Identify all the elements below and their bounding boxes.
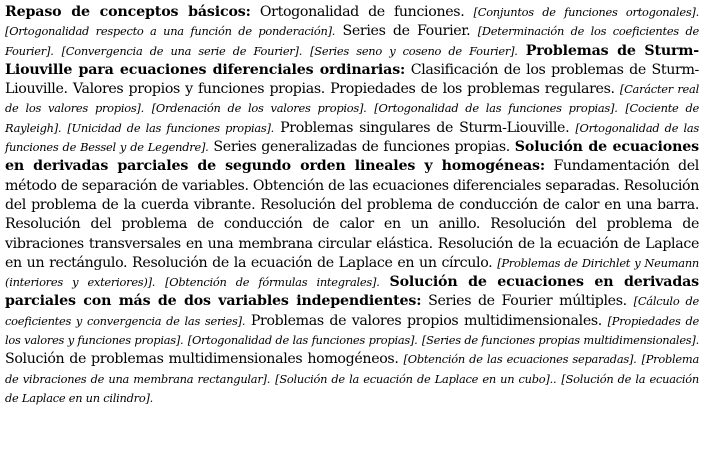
subtopic-note: [Carácter real de los valores propios]. [5, 82, 699, 116]
subtopic-note: [Ortogonalidad de las funciones de Bessel y de Legendre]. [5, 120, 699, 155]
subtopic-note: [Ortogonalidad de las funciones propias]. [187, 333, 418, 348]
body-text: Series de Fourier. [342, 23, 471, 40]
section-heading: Problemas de Sturm-Liouville para ecuaciones diferenciales ordinarias: [5, 42, 699, 78]
body-text: Fundamentación del método de separación de variables. Obtención de las ecuaciones diferenciales separadas. Resolución del problema de la cuerda vibrante. Resolución del problema de conducción de calor en una barra. Resolución del problema de conducción de calor en un anillo. Resolución del problema de vibraciones transversales en una membrana circular elástica. Resolución de la ecuación de Laplace en un rectángulo. Resolución de la ecuación de Laplace en un círculo. [5, 158, 699, 271]
subtopic-note: [Ortogonalidad de las funciones propias]. [374, 101, 618, 116]
subtopic-note: [Cociente de Rayleigh]. [5, 101, 699, 135]
subtopic-note: [Ordenación de los valores propios]. [151, 101, 367, 116]
subtopic-note: [Conjuntos de funciones ortogonales]. [473, 5, 699, 19]
subtopic-note: [Ortogonalidad respecto a una función de ponderación]. [5, 24, 336, 39]
subtopic-note: [Unicidad de las funciones propias]. [67, 120, 275, 135]
subtopic-note: [Cálculo de coeficientes y convergencia de las series]. [5, 294, 699, 328]
subtopic-note: [Solución de la ecuación de Laplace en un cubo].. [275, 371, 557, 386]
subtopic-note: [Determinación de los coeficientes de Fourier]. [5, 24, 699, 58]
body-text: Problemas de valores propios multidimensionales. [250, 312, 602, 329]
section-heading: Solución de ecuaciones en derivadas parciales de segundo orden lineales y homogéneas: [5, 139, 699, 175]
subtopic-note: [Obtención de las ecuaciones separadas]. [403, 352, 637, 367]
body-text: Ortogonalidad de funciones. [259, 4, 465, 20]
subtopic-note: [Series de funciones propias multidimensionales]. [421, 333, 699, 348]
body-text: Clasificación de los problemas de Sturm-Liouville. Valores propios y funciones propias. Propiedades de los problemas regulares. [5, 61, 699, 98]
section-heading: Repaso de conceptos básicos: [5, 4, 251, 20]
subtopic-note: [Problema de vibraciones de una membrana rectangular]. [5, 352, 699, 386]
subtopic-note: [Solución de la ecuación de Laplace en un cilindro]. [5, 371, 699, 405]
subtopic-note: [Propiedades de los valores y funciones propias]. [5, 313, 700, 348]
body-text: Solución de problemas multidimensionales homogéneos. [5, 351, 399, 368]
body-text: Problemas singulares de Sturm-Liouville. [280, 119, 570, 136]
body-text: Series de Fourier múltiples. [428, 293, 627, 310]
subtopic-note: [Obtención de fórmulas integrales]. [165, 275, 380, 290]
syllabus-paragraph [5, 3, 699, 408]
subtopic-note: [Convergencia de una serie de Fourier]. [61, 43, 303, 58]
section-heading: Solución de ecuaciones en derivadas parciales con más de dos variables independientes: [5, 274, 699, 310]
body-text: Series generalizadas de funciones propias. [213, 139, 510, 156]
subtopic-note: [Series seno y coseno de Fourier]. [310, 43, 518, 58]
subtopic-note: [Problemas de Dirichlet y Neumann (interiores y exteriores)]. [5, 255, 699, 290]
